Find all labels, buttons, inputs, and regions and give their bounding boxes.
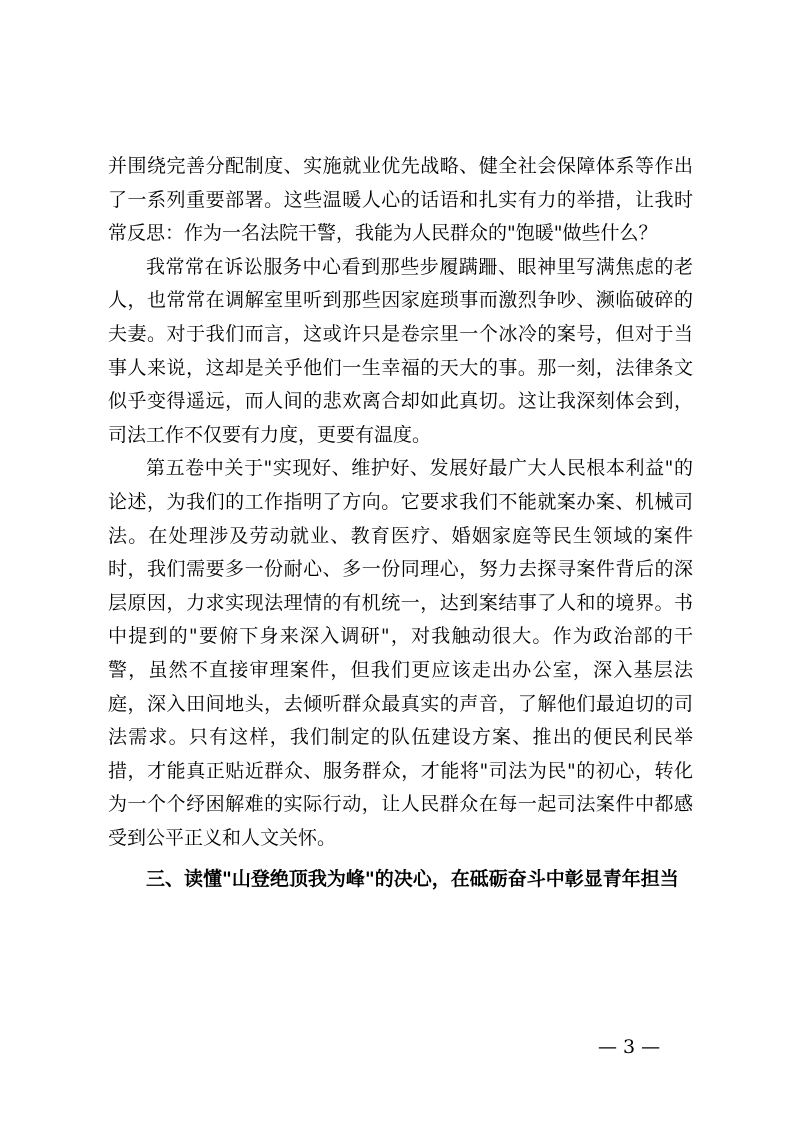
page-number: — 3 — [598,1036,661,1058]
document-body [108,150,693,899]
section-heading: 三、读懂"山登绝顶我为峰"的决心，在砥砺奋斗中彰显青年担当 [146,868,679,891]
paragraph-continued: 并围绕完善分配制度、实施就业优先战略、健全社会保障体系等作出了一系列重要部署。这些温暖人心的话语和扎实有力的举措，让我时常反思：作为一名法院干警，我能为人民群众的"饱暖"做些什么？ [108,155,693,245]
paragraph: 我常常在诉讼服务中心看到那些步履蹒跚、眼神里写满焦虑的老人，也常常在调解室里听到那些因家庭琐事而激烈争吵、濒临破碎的夫妻。对于我们而言，这或许只是卷宗里一个冰冷的案号，但对于当事人来说，这却是关乎他们一生幸福的天大的事。那一刻，法律条文似乎变得遥远，而人间的悲欢离合却如此真切。这让我深刻体会到，司法工作不仅要有力度，更要有温度。 [108,255,693,446]
paragraph: 第五卷中关于"实现好、维护好、发展好最广大人民根本利益"的论述，为我们的工作指明了方向。它要求我们不能就案办案、机械司法。在处理涉及劳动就业、教育医疗、婚姻家庭等民生领域的案件时，我们需要多一份耐心、多一份同理心，努力去探寻案件背后的深层原因，力求实现法理情的有机统一，达到案结事了人和的境界。书中提到的"要俯下身来深入调研"，对我触动很大。作为政治部的干警，虽然不直接审理案件，但我们更应该走出办公室，深入基层法庭，深入田间地头，去倾听群众最真实的声音，了解他们最迫切的司法需求。只有这样，我们制定的队伍建设方案、推出的便民利民举措，才能真正贴近群众、服务群众，才能将"司法为民"的初心，转化为一个个纾困解难的实际行动，让人民群众在每一起司法案件中都感受到公平正义和人文关怀。 [108,457,693,849]
